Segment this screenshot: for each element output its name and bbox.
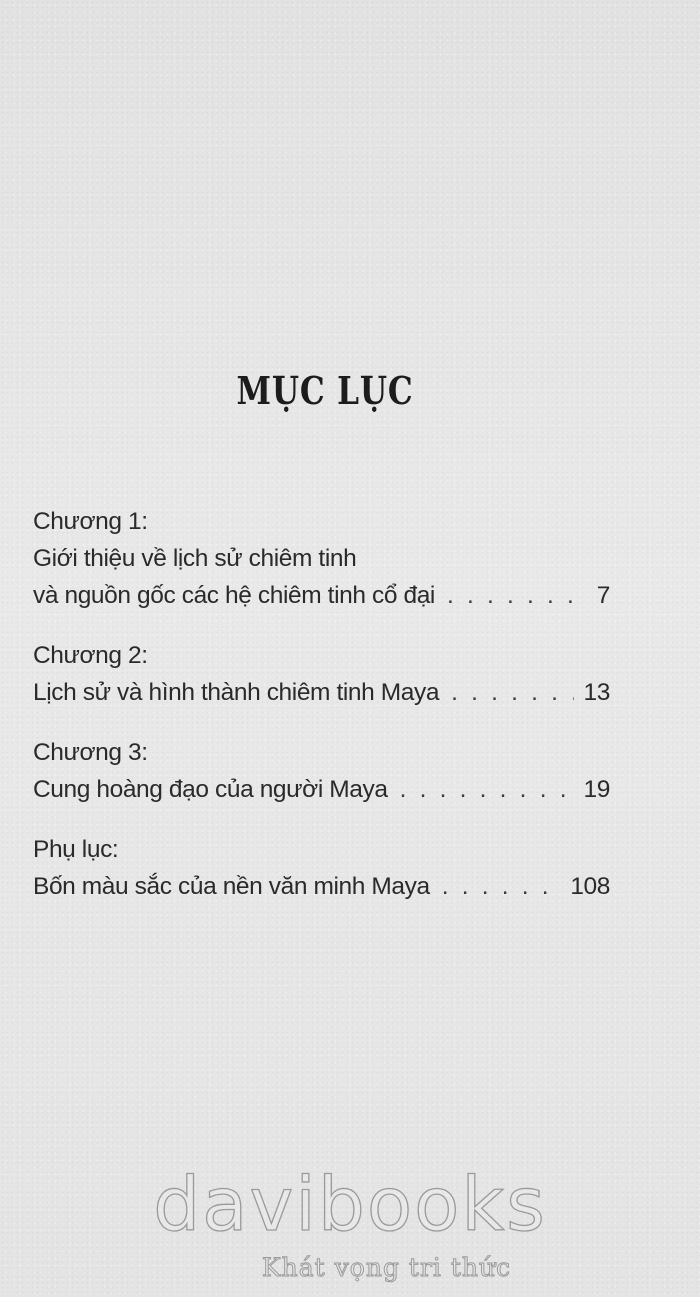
toc-entry xyxy=(33,868,610,905)
chapter-heading: Chương 3: xyxy=(33,739,148,766)
chapter-title: Lịch sử và hình thành chiêm tinh Maya xyxy=(33,679,440,706)
publisher-tagline: Khát vọng tri thức xyxy=(262,1253,512,1282)
page-number: 7 xyxy=(596,582,610,609)
publisher-logo: davibooks xyxy=(153,1162,547,1248)
chapter-title-line: Giới thiệu về lịch sử chiêm tinh xyxy=(33,545,357,572)
page-number: 108 xyxy=(570,873,610,900)
toc-entry xyxy=(33,674,610,711)
appendix-title: Bốn màu sắc của nền văn minh Maya xyxy=(33,873,430,900)
dot-leader xyxy=(442,868,561,905)
chapter-heading: Chương 2: xyxy=(33,642,148,669)
toc-section-chapter-3 xyxy=(33,734,610,808)
page-title: MỤC LỤC xyxy=(236,368,414,413)
toc-entry xyxy=(33,577,610,614)
toc-section-chapter-1 xyxy=(33,503,610,614)
table-of-contents xyxy=(33,503,610,928)
toc-section-appendix xyxy=(33,831,610,905)
dot-leader xyxy=(400,771,574,808)
chapter-title: Cung hoàng đạo của người Maya xyxy=(33,776,388,803)
appendix-heading: Phụ lục: xyxy=(33,836,119,863)
page-number: 19 xyxy=(583,776,610,803)
dot-leader xyxy=(451,674,573,711)
page-number: 13 xyxy=(583,679,610,706)
dot-leader xyxy=(447,577,587,614)
chapter-title: và nguồn gốc các hệ chiêm tinh cổ đại xyxy=(33,582,435,609)
toc-section-chapter-2 xyxy=(33,637,610,711)
chapter-heading: Chương 1: xyxy=(33,508,148,535)
toc-entry xyxy=(33,771,610,808)
